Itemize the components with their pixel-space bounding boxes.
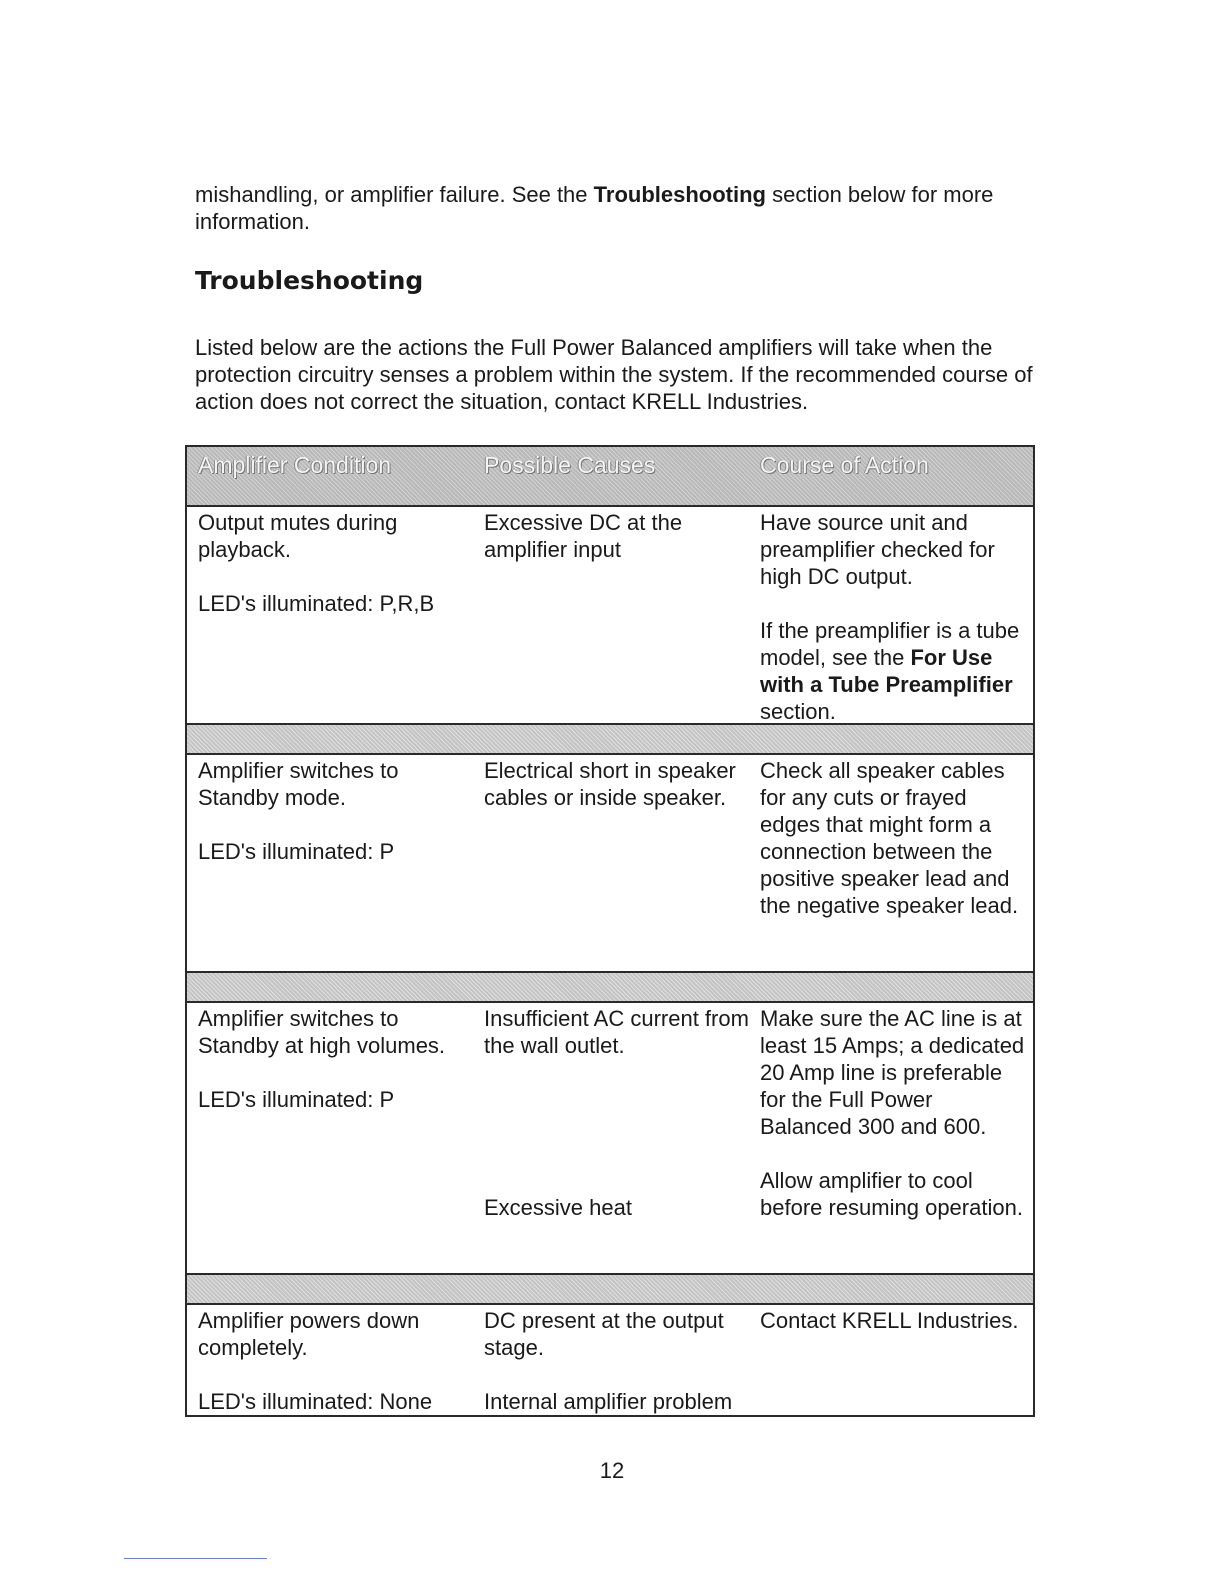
row-separator [187,971,1033,1003]
cause-cell [474,1305,750,1415]
condition-text: Amplifier switches to Standby mode. [198,758,399,810]
intro-paragraph [195,181,1045,235]
action-cell [750,1305,1033,1415]
leds-text: LED's illuminated: P [198,839,395,864]
action-cell [750,755,1033,971]
table-header [187,445,1033,507]
cause-text: DC present at the output stage. [484,1308,724,1360]
action-text-2: Allow amplifier to cool before resuming operation. [760,1168,1023,1220]
troubleshooting-table [185,445,1035,1417]
condition-cell [187,755,474,971]
condition-cell [187,1003,474,1273]
cause-text: Insufficient AC current from the wall outlet. [484,1006,749,1058]
table-row [187,755,1033,971]
header-action: Course of Action [760,452,929,478]
header-condition: Amplifier Condition [198,452,392,478]
tube-preamp-ref: For Use with a Tube Preamplifier [760,645,1013,697]
cause-text: Electrical short in speaker cables or inside speaker. [484,758,736,810]
intro-text: mishandling, or amplifier failure. See the [195,182,594,207]
leds-text: LED's illuminated: P,R,B [198,591,435,616]
page-number: 12 [599,1458,625,1483]
leds-text: LED's illuminated: None [198,1389,433,1414]
cause-cell [474,755,750,971]
table-row [187,1003,1033,1273]
condition-text: Amplifier switches to Standby at high volumes. [198,1006,446,1058]
header-causes: Possible Causes [484,452,656,478]
cause-text: Excessive DC at the amplifier input [484,510,683,562]
action-text: Contact KRELL Industries. [760,1308,1019,1333]
section-heading: Troubleshooting [195,266,424,295]
condition-cell [187,1305,474,1415]
intro-bold-ref: Troubleshooting [593,182,766,207]
action-text: Make sure the AC line is at least 15 Amps; a dedicated 20 Amp line is preferable for the Full Power Balanced 300 and 600. [760,1006,1025,1139]
action-cell [750,507,1033,723]
cause-text-2: Internal amplifier problem [484,1389,733,1414]
action-text: Have source unit and preamplifier checked for high DC output. [760,510,995,589]
condition-text: Output mutes during playback. [198,510,398,562]
table-row [187,507,1033,723]
condition-text: Amplifier powers down completely. [198,1308,420,1360]
table-row [187,1305,1033,1415]
cause-text-2: Excessive heat [484,1195,632,1220]
row-separator [187,1273,1033,1305]
intro-text-end: section below for more information. [195,182,994,234]
cause-cell [474,507,750,723]
action-text: Check all speaker cables for any cuts or frayed edges that might form a connection between the positive speaker lead and the negative speaker lead. [760,758,1019,918]
leds-text: LED's illuminated: P [198,1087,395,1112]
condition-cell [187,507,474,723]
row-separator [187,723,1033,755]
listed-paragraph: Listed below are the actions the Full Power Balanced amplifiers will take when the protection circuitry senses a problem within the system. If the recommended course of action does not correct the situation, contact KRELL Industries. [195,335,1033,414]
footer-divider [124,1558,267,1559]
action-cell [750,1003,1033,1273]
action-text-2: If the preamplifier is a tube model, see the For Use with a Tube Preamplifier section. [760,618,1020,724]
cause-cell [474,1003,750,1273]
